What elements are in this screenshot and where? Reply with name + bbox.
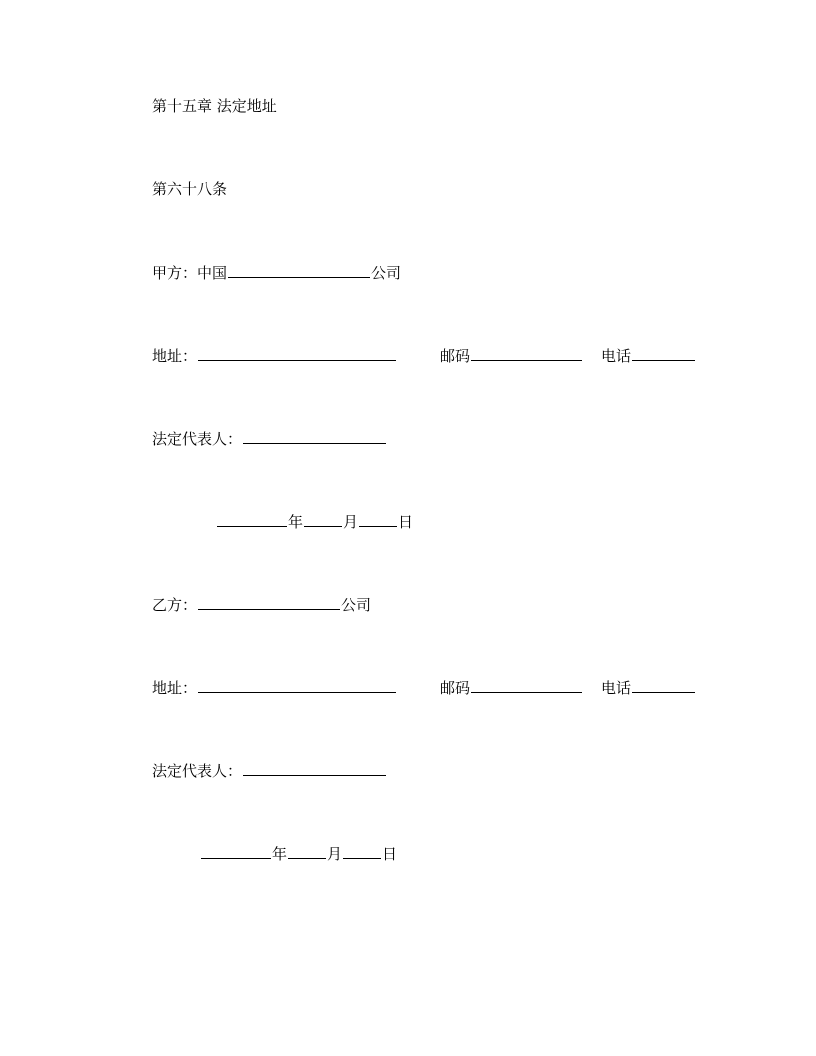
party-b-company-blank[interactable] [198, 593, 340, 610]
party-a-date [216, 510, 413, 532]
party-a-month-label: 月 [343, 513, 359, 531]
party-a-phone-label: 电话 [601, 347, 632, 365]
party-a-month-blank[interactable] [304, 510, 342, 527]
party-b-day-label: 日 [382, 845, 398, 863]
party-b-month-label: 月 [327, 845, 343, 863]
party-b-rep-line [152, 759, 387, 781]
party-b-label: 乙方： [152, 596, 198, 614]
party-a-address-label: 地址： [152, 347, 198, 365]
party-a-company-blank[interactable] [228, 261, 370, 278]
party-a-phone-blank[interactable] [632, 344, 695, 361]
party-a-address-line [152, 344, 397, 366]
party-b-day-blank[interactable] [343, 842, 381, 859]
party-a-label: 甲方：中国 [152, 264, 228, 282]
party-a-postcode-blank[interactable] [471, 344, 582, 361]
party-a-line [152, 261, 401, 283]
party-a-rep-label: 法定代表人： [152, 430, 243, 448]
party-a-postcode [440, 344, 583, 366]
party-a-day-label: 日 [398, 513, 414, 531]
article-title-text: 第六十八条 [152, 180, 228, 198]
party-b-year-label: 年 [272, 845, 288, 863]
party-a-phone [601, 344, 696, 366]
party-b-address-line [152, 676, 397, 698]
party-b-address-label: 地址： [152, 679, 198, 697]
party-b-postcode [440, 676, 583, 698]
party-b-phone [601, 676, 696, 698]
party-b-postcode-label: 邮码 [440, 679, 471, 697]
party-a-year-label: 年 [288, 513, 304, 531]
party-b-company-suffix: 公司 [341, 596, 372, 614]
party-b-phone-label: 电话 [601, 679, 632, 697]
party-a-rep-line [152, 427, 387, 449]
chapter-title-text: 第十五章 法定地址 [152, 97, 277, 115]
party-a-postcode-label: 邮码 [440, 347, 471, 365]
party-b-year-blank[interactable] [201, 842, 271, 859]
party-a-day-blank[interactable] [359, 510, 397, 527]
chapter-title [152, 95, 277, 117]
party-b-postcode-blank[interactable] [471, 676, 582, 693]
party-b-line [152, 593, 371, 615]
party-a-year-blank[interactable] [217, 510, 287, 527]
party-b-address-blank[interactable] [198, 676, 396, 693]
party-a-address-blank[interactable] [198, 344, 396, 361]
party-a-rep-blank[interactable] [243, 427, 386, 444]
party-b-month-blank[interactable] [288, 842, 326, 859]
article-title [152, 178, 227, 200]
party-b-phone-blank[interactable] [632, 676, 695, 693]
party-a-company-suffix: 公司 [371, 264, 402, 282]
party-b-rep-blank[interactable] [243, 759, 386, 776]
party-b-date [200, 842, 397, 864]
party-b-rep-label: 法定代表人： [152, 762, 243, 780]
